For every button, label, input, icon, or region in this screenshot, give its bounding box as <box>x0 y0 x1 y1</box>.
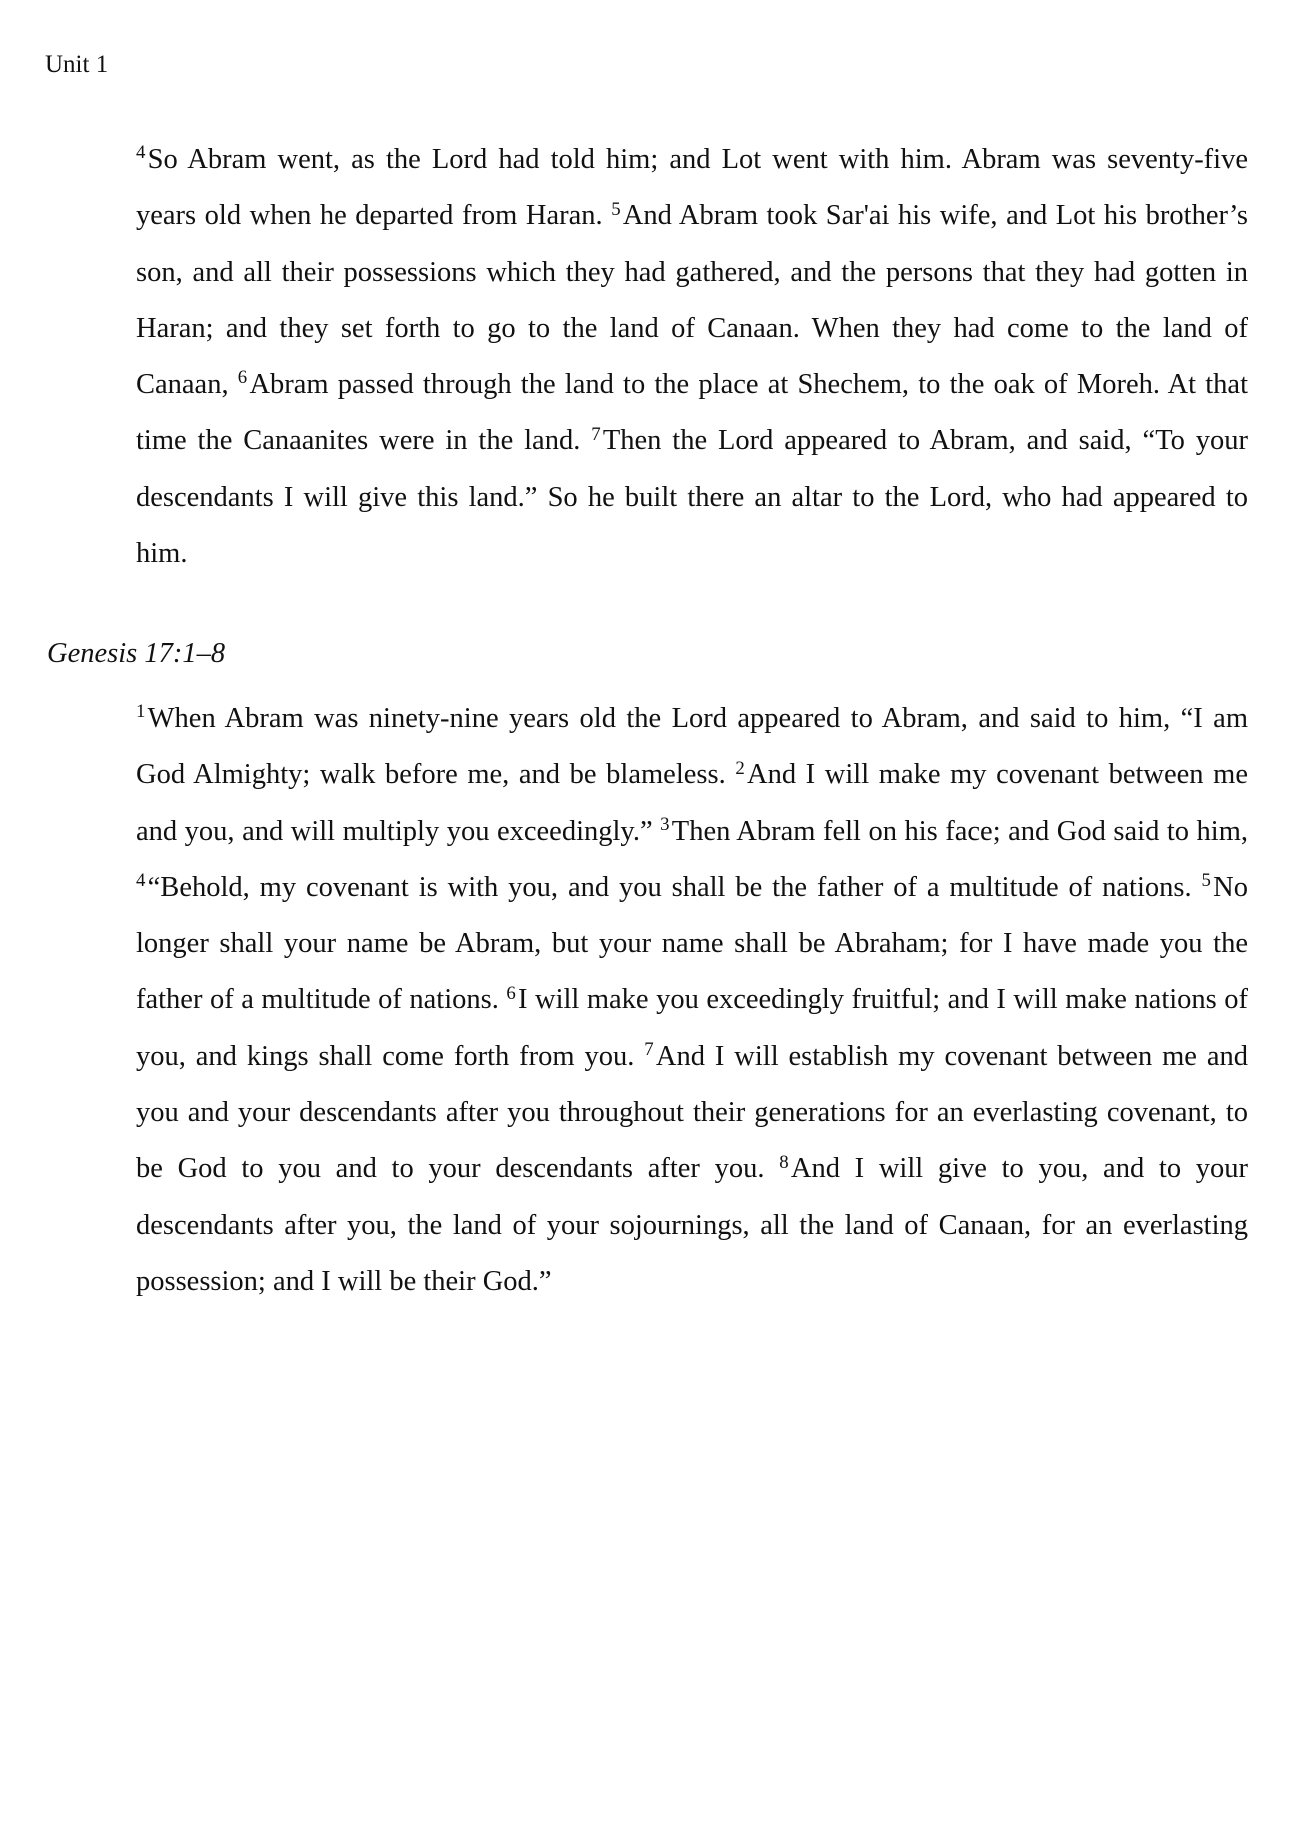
verse-number: 1 <box>136 701 146 723</box>
verse-text: When Abram was ninety-nine years old the Lord appeared to Abram, and said to him, “I am God Almighty; walk before me, and be blameless. <box>136 703 1248 791</box>
passage-genesis-17 <box>136 691 1248 1310</box>
verse-text: And I will make my covenant between me and you, and will multiply you exceedingly.” <box>136 759 1248 847</box>
verse-text: Abram passed through the land to the place at Shechem, to the oak of Moreh. At that time the Canaanites were in the land. <box>136 369 1248 457</box>
verse-text: I will make you exceedingly fruitful; and I will make nations of you, and kings shall come forth from you. <box>136 984 1248 1072</box>
verse-number: 3 <box>660 813 670 835</box>
verse-text: No longer shall your name be Abram, but your name shall be Abraham; for I have made you the father of a multitude of nations. <box>136 871 1248 1016</box>
verse-number: 5 <box>1201 870 1211 892</box>
verse-number: 4 <box>136 870 146 892</box>
verse-text: And Abram took Sar'ai his wife, and Lot his brother’s son, and all their possessions which they had gathered, and the persons that they had gotten in Haran; and they set forth to go to the land of Canaan. When they had come to the land of Canaan, <box>136 200 1249 401</box>
verse-text: Then Abram fell on his face; and God said to him, <box>671 815 1248 847</box>
verse-number: 6 <box>237 367 248 389</box>
verse-number: 8 <box>779 1151 789 1173</box>
verse-text: And I will give to you, and to your descendants after you, the land of your sojournings, all the land of Canaan, for an everlasting possession; and I will be their God.” <box>136 1153 1249 1297</box>
verse-number: 2 <box>735 757 745 779</box>
verse-number: 4 <box>136 142 146 164</box>
passage-genesis-12 <box>136 132 1248 582</box>
verse-text: So Abram went, as the Lord had told him; and Lot went with him. Abram was seventy-five years old when he departed from Haran. <box>136 144 1248 232</box>
verse-text: And I will establish my covenant between me and you and your descendants after you throughout their generations for an everlasting covenant, to be God to you and to your descendants after you. <box>136 1040 1248 1185</box>
passage-heading: Genesis 17:1–8 <box>47 638 226 669</box>
unit-label: Unit 1 <box>45 51 109 78</box>
verse-number: 6 <box>506 982 516 1004</box>
verse-number: 5 <box>611 198 621 220</box>
verse-text: Then the Lord appeared to Abram, and said, “To your descendants I will give this land.” So he built there an altar to the Lord, who had appeared to him. <box>136 425 1248 570</box>
verse-number: 7 <box>591 423 601 445</box>
verse-number: 7 <box>644 1039 654 1061</box>
verse-text: “Behold, my covenant is with you, and you shall be the father of a multitude of nations. <box>147 871 1192 903</box>
